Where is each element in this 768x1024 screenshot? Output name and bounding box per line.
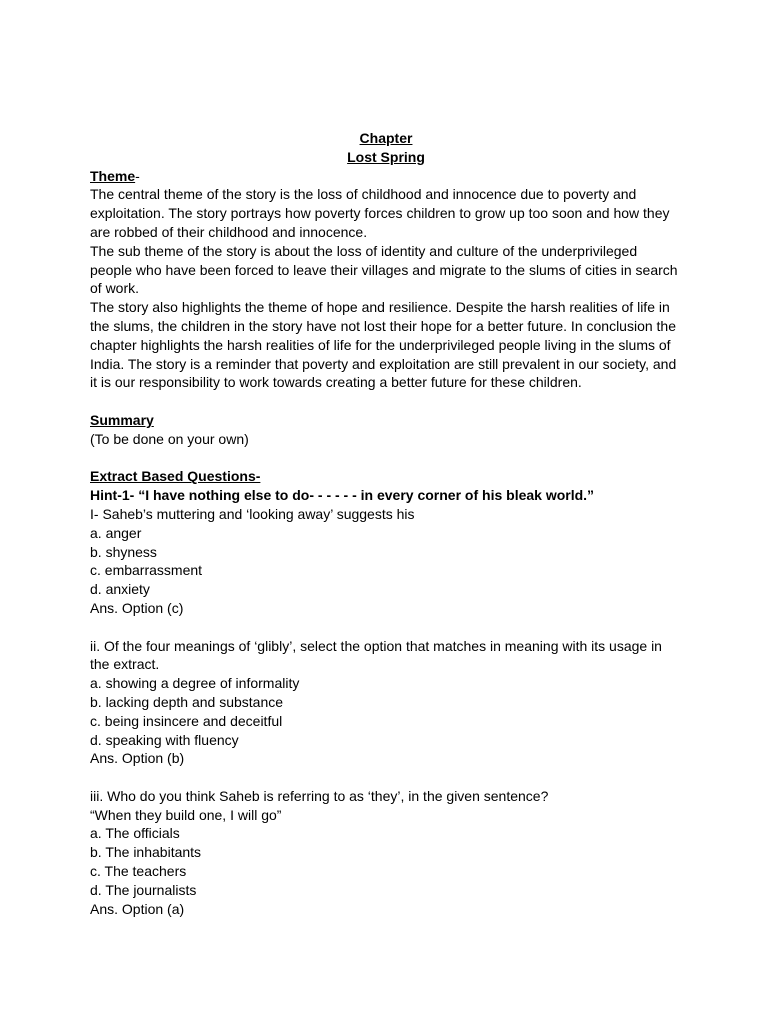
question-2-option-d: d. speaking with fluency	[90, 731, 239, 748]
question-2-option-b: b. lacking depth and substance	[90, 693, 284, 710]
question-1-option-b: b. shyness	[90, 543, 157, 560]
document-page	[90, 129, 682, 918]
question-2-text: ii. Of the four meanings of ‘glibly’, select the option that matches in meaning with its usage in the extract.	[90, 637, 662, 673]
question-3-option-c: c. The teachers	[90, 863, 187, 880]
question-2-option-a: a. showing a degree of informality	[90, 675, 300, 692]
question-3-option-b: b. The inhabitants	[90, 844, 202, 861]
summary-heading: Summary	[90, 411, 154, 428]
question-1-text: I- Saheb’s muttering and ‘looking away’ suggests his	[90, 505, 415, 522]
chapter-label: Chapter	[359, 130, 413, 146]
question-3-option-a: a. The officials	[90, 825, 180, 842]
question-3-text: iii. Who do you think Saheb is referring to as ‘they’, in the given sentence?	[90, 787, 549, 804]
extract-heading: Extract Based Questions-	[90, 468, 261, 485]
question-2-option-c: c. being insincere and deceitful	[90, 712, 283, 729]
spacer	[90, 768, 682, 787]
theme-heading-suffix: -	[135, 167, 140, 184]
theme-paragraph-2: The sub theme of the story is about the loss of identity and culture of the underprivileged people who have been forced to leave their villages and migrate to the slums of cities in search of work.	[90, 242, 678, 297]
chapter-title: Lost Spring	[347, 148, 425, 165]
question-1-answer: Ans. Option (c)	[90, 599, 184, 616]
spacer	[90, 449, 682, 468]
question-3-answer: Ans. Option (a)	[90, 900, 185, 917]
question-3-quote: “When they build one, I will go”	[90, 806, 282, 823]
theme-paragraph-1: The central theme of the story is the loss of childhood and innocence due to poverty and exploitation. The story portrays how poverty forces children to grow up too soon and how they are robbed of their childhood and innocence.	[90, 186, 670, 240]
question-2-answer: Ans. Option (b)	[90, 750, 185, 767]
spacer	[90, 618, 682, 637]
theme-heading: Theme	[90, 167, 136, 184]
question-1-option-c: c. embarrassment	[90, 562, 203, 579]
extract-hint: Hint-1- “I have nothing else to do- - - - - - in every corner of his bleak world.”	[90, 487, 595, 504]
question-1-option-a: a. anger	[90, 524, 142, 541]
summary-note: (To be done on your own)	[90, 430, 249, 447]
question-1-option-d: d. anxiety	[90, 581, 150, 598]
question-3-option-d: d. The journalists	[90, 881, 197, 898]
theme-heading-line	[90, 167, 682, 186]
spacer	[90, 392, 682, 411]
theme-paragraph-3: The story also highlights the theme of hope and resilience. Despite the harsh realities of life in the slums, the children in the story have not lost their hope for a better future. In conclusion the chapter highlights the harsh realities of life for the underprivileged people living in the slums of India. The story is a reminder that poverty and exploitation are still prevalent in our society, and it is our responsibility to work towards creating a better future for these children.	[90, 299, 677, 391]
